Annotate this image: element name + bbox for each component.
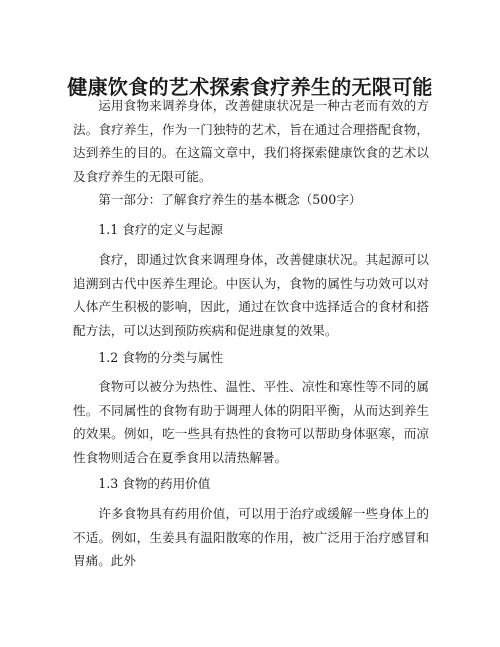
section-1-2-paragraph: 食物可以被分为热性、温性、平性、凉性和寒性等不同的属性。不同属性的食物有助于调理人体的阴阳平衡，从而达到养生的效果。例如，吃一些具有热性的食物可以帮助身体驱寒，而凉性食物则适合在夏季食用以清热解暑。 <box>73 379 429 465</box>
section-1-2-heading: 1.2 食物的分类与属性 <box>98 350 223 365</box>
section-1-3-paragraph: 许多食物具有药用价值，可以用于治疗或缓解一些身体上的不适。例如，生姜具有温阳散寒的作用，被广泛用于治疗感冒和胃痛。此外 <box>73 506 429 569</box>
intro-paragraph: 运用食物来调养身体，改善健康状况是一种古老而有效的方法。食疗养生，作为一门独特的艺术，旨在通过合理搭配食物，达到养生的目的。在这篇文章中，我们将探索健康饮食的艺术以及食疗养生的无限可能。 <box>73 98 429 184</box>
part-one-heading: 第一部分：了解食疗养生的基本概念（500字） <box>98 192 362 207</box>
section-1-3-heading: 1.3 食物的药用价值 <box>98 476 211 491</box>
section-1-1-heading: 1.1 食疗的定义与起源 <box>98 222 223 237</box>
section-1-1-paragraph: 食疗，即通过饮食来调理身体，改善健康状况。其起源可以追溯到古代中医养生理论。中医认为，食物的属性与功效可以对人体产生积极的影响，因此，通过在饮食中选择适合的食材和搭配方法，可以达到预防疾病和促进康复的效果。 <box>73 252 429 338</box>
document-title: 健康饮食的艺术探索食疗养生的无限可能 <box>67 75 433 100</box>
